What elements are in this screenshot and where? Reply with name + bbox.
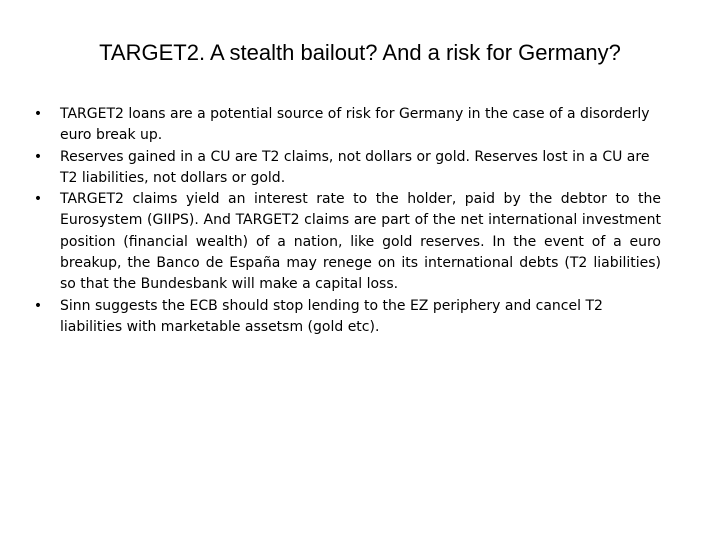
bullet-text: Sinn suggests the ECB should stop lending to the EZ periphery and cancel T2 liabilities with marketable assetsm (gold etc). (60, 297, 603, 335)
bullet-text: TARGET2 claims yield an interest rate to the holder, paid by the debtor to the Eurosystem (GIIPS). And TARGET2 claims are part of the net international investment position (financial wealth) of a nation, like gold reserves. In the event of a euro breakup, the Banco de España may renege on its international debts (T2 liabilities) so that the Bundesbank will make a capital loss. (60, 191, 661, 293)
bullet-text: Reserves gained in a CU are T2 claims, not dollars or gold. Reserves lost in a CU are T2 liabilities, not dollars or gold. (60, 148, 650, 186)
bullet-list (29, 104, 661, 338)
bullet-dot-icon: • (33, 191, 43, 208)
bullet-item (29, 189, 661, 295)
bullet-item (29, 147, 661, 190)
bullet-dot-icon: • (33, 297, 43, 314)
bullet-dot-icon: • (33, 106, 43, 122)
bullet-dot-icon: • (33, 148, 43, 165)
bullet-item (29, 104, 661, 147)
bullet-item (29, 296, 661, 339)
slide-title: TARGET2. A stealth bailout? And a risk for Germany? (99, 40, 621, 65)
bullet-text: TARGET2 loans are a potential source of risk for Germany in the case of a disorderly euro break up. (60, 106, 650, 144)
